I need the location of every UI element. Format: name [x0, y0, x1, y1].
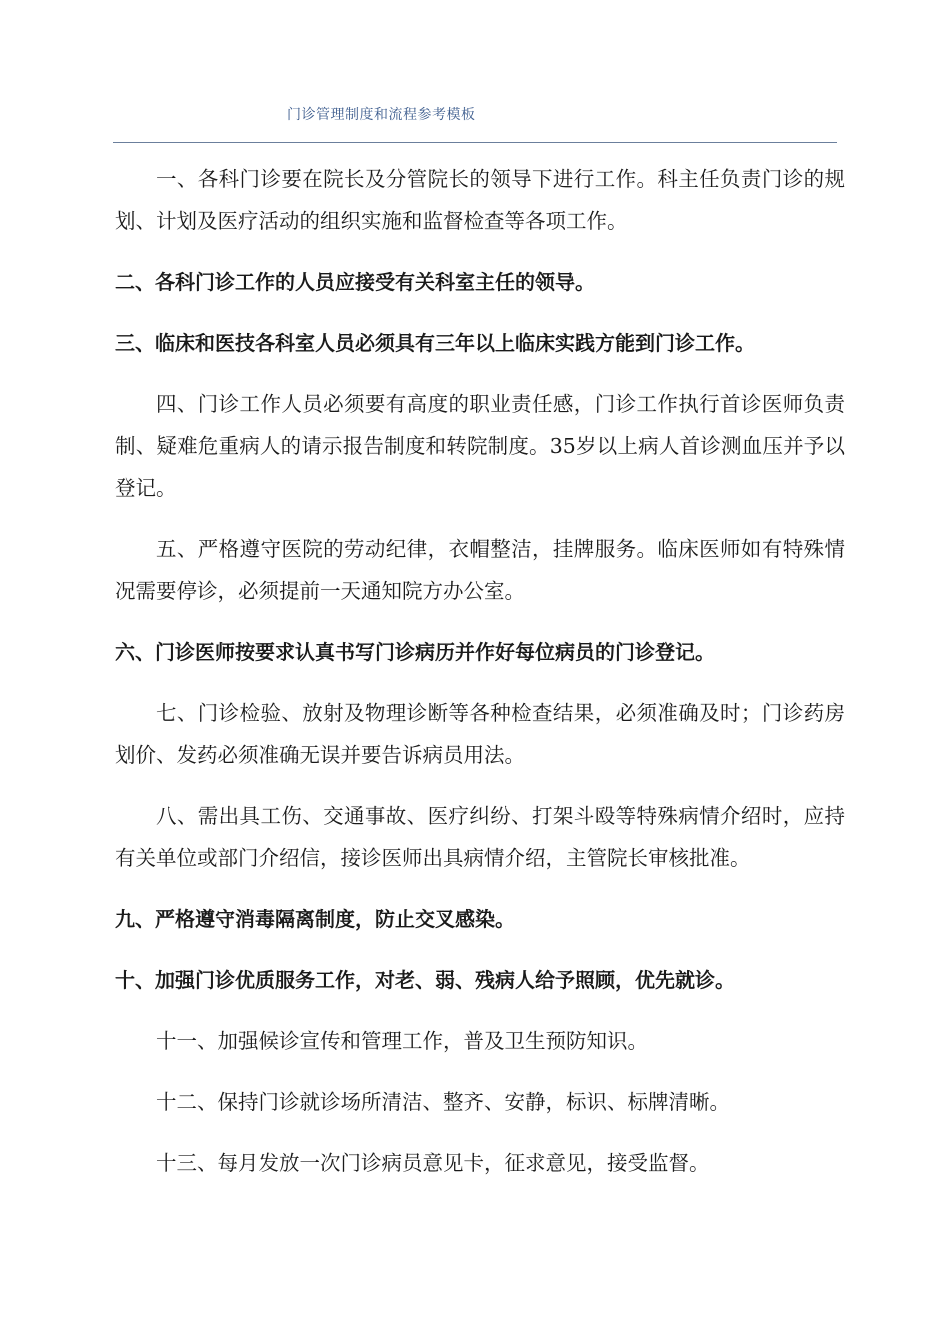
paragraph-8: 八、需出具工伤、交通事故、医疗纠纷、打架斗殴等特殊病情介绍时，应持有关单位或部门介绍信，接诊医师出具病情介绍，主管院长审核批准。	[115, 804, 845, 870]
paragraph-13: 十三、每月发放一次门诊病员意见卡，征求意见，接受监督。	[156, 1151, 710, 1175]
paragraph-11: 十一、加强候诊宣传和管理工作，普及卫生预防知识。	[156, 1029, 648, 1053]
paragraph-10: 十、加强门诊优质服务工作，对老、弱、残病人给予照顾，优先就诊。	[115, 968, 735, 992]
page-header-title: 门诊管理制度和流程参考模板	[287, 107, 476, 123]
paragraph-2: 二、各科门诊工作的人员应接受有关科室主任的领导。	[115, 270, 595, 294]
paragraph-9: 九、严格遵守消毒隔离制度，防止交叉感染。	[115, 907, 515, 931]
paragraph-1: 一、各科门诊要在院长及分管院长的领导下进行工作。科主任负责门诊的规划、计划及医疗活动的组织实施和监督检查等各项工作。	[115, 167, 845, 233]
paragraph-3: 三、临床和医技各科室人员必须具有三年以上临床实践方能到门诊工作。	[115, 331, 755, 355]
paragraph-12: 十二、保持门诊就诊场所清洁、整齐、安静，标识、标牌清晰。	[156, 1090, 730, 1114]
paragraph-6: 六、门诊医师按要求认真书写门诊病历并作好每位病员的门诊登记。	[115, 640, 715, 664]
paragraph-5: 五、严格遵守医院的劳动纪律，衣帽整洁，挂牌服务。临床医师如有特殊情况需要停诊，必须提前一天通知院方办公室。	[115, 537, 845, 603]
paragraph-4: 四、门诊工作人员必须要有高度的职业责任感，门诊工作执行首诊医师负责制、疑难危重病人的请示报告制度和转院制度。35岁以上病人首诊测血压并予以登记。	[115, 392, 845, 500]
header-divider	[113, 142, 837, 143]
paragraph-7: 七、门诊检验、放射及物理诊断等各种检查结果，必须准确及时；门诊药房划价、发药必须准确无误并要告诉病员用法。	[115, 701, 845, 767]
document-body	[115, 158, 845, 1184]
